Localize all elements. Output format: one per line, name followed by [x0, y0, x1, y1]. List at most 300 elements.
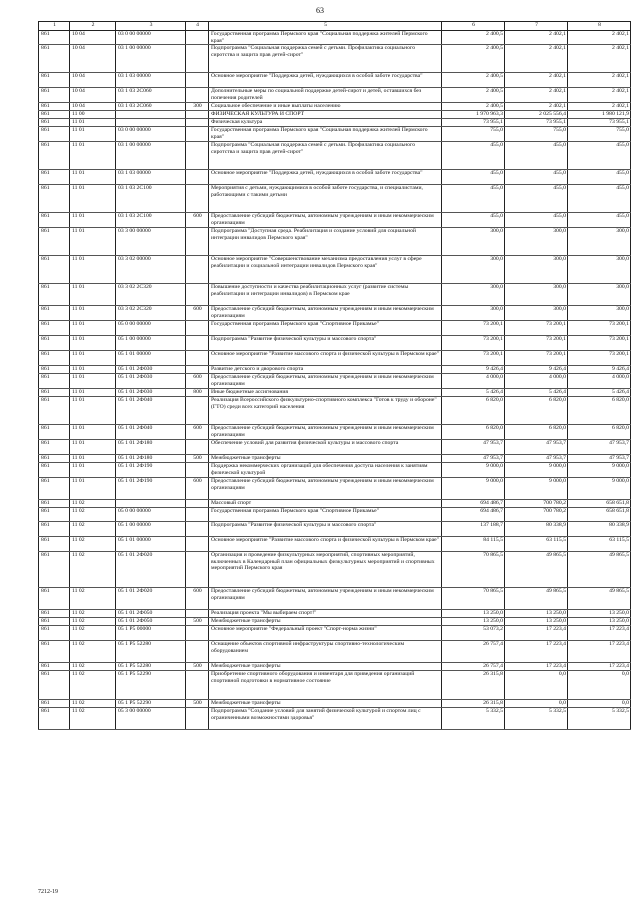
section-code-cell: 10 04 [70, 88, 116, 103]
section-code-cell: 11 01 [70, 454, 116, 462]
target-article-cell: 05 1 P5 52290 [116, 699, 186, 707]
column-number-header: 7 [505, 22, 568, 31]
table-row [39, 103, 631, 111]
amount-col8-cell: 455,0 [568, 184, 631, 212]
item-name-cell: Развитие детского и дворового спорта [209, 365, 442, 373]
section-code-cell: 11 02 [70, 536, 116, 551]
amount-col6-cell: 2 400,5 [442, 88, 505, 103]
amount-col7-cell: 455,0 [505, 212, 568, 227]
table-row [39, 662, 631, 670]
table-row [39, 88, 631, 103]
amount-col8-cell: 47 953,7 [568, 454, 631, 462]
expense-type-cell [186, 551, 209, 587]
amount-col7-cell: 9 000,0 [505, 462, 568, 477]
admin-code-cell: 861 [39, 103, 70, 111]
amount-col8-cell: 2 402,1 [568, 88, 631, 103]
admin-code-cell: 861 [39, 255, 70, 283]
column-number-header: 4 [186, 22, 209, 31]
item-name-cell: Государственная программа Пермского края "Спортивное Прикамье" [209, 320, 442, 335]
amount-col8-cell: 2 402,1 [568, 103, 631, 111]
amount-col7-cell: 73 200,1 [505, 350, 568, 365]
amount-col8-cell: 4 000,0 [568, 373, 631, 388]
table-row [39, 617, 631, 625]
amount-col8-cell: 0,0 [568, 699, 631, 707]
amount-col7-cell: 5 332,5 [505, 707, 568, 729]
amount-col6-cell: 2 400,5 [442, 73, 505, 88]
target-article-cell: 05 1 01 2Ф030 [116, 388, 186, 396]
item-name-cell: Обеспечение условий для развития физической культуры и массового спорта [209, 439, 442, 454]
admin-code-cell: 861 [39, 625, 70, 640]
amount-col7-cell: 4 000,0 [505, 373, 568, 388]
expense-type-cell [186, 227, 209, 255]
target-article-cell: 05 1 01 2Ф180 [116, 454, 186, 462]
table-row [39, 335, 631, 350]
admin-code-cell: 861 [39, 283, 70, 305]
amount-col8-cell: 17 223,4 [568, 625, 631, 640]
section-code-cell: 11 01 [70, 184, 116, 212]
expense-type-cell [186, 283, 209, 305]
item-name-cell: Физическая культура [209, 119, 442, 127]
admin-code-cell: 861 [39, 462, 70, 477]
item-name-cell: Реализация проекта "Мы выбираем спорт!" [209, 609, 442, 617]
column-number-row [39, 22, 631, 31]
target-article-cell: 05 1 00 00000 [116, 521, 186, 536]
target-article-cell: 05 1 P5 52290 [116, 670, 186, 699]
amount-col6-cell: 694 486,7 [442, 499, 505, 507]
table-row [39, 255, 631, 283]
item-name-cell: Подпрограмма "Социальная поддержка семей с детьми. Профилактика социального сиротства и защита прав детей-сирот" [209, 45, 442, 73]
amount-col7-cell: 13 250,0 [505, 609, 568, 617]
table-row [39, 707, 631, 729]
table-row [39, 73, 631, 88]
amount-col6-cell: 1 970 963,3 [442, 111, 505, 119]
section-code-cell: 11 01 [70, 350, 116, 365]
amount-col7-cell: 700 780,2 [505, 507, 568, 521]
admin-code-cell: 861 [39, 499, 70, 507]
section-code-cell: 10 04 [70, 31, 116, 45]
expense-type-cell [186, 350, 209, 365]
admin-code-cell: 861 [39, 31, 70, 45]
item-name-cell: Подпрограмма "Создание условий для занятий физической культурой и спортом лиц с ограниченными возможностями здоровья" [209, 707, 442, 729]
admin-code-cell: 861 [39, 587, 70, 609]
admin-code-cell: 861 [39, 365, 70, 373]
admin-code-cell: 861 [39, 699, 70, 707]
item-name-cell: Повышение доступности и качества реабилитационных услуг (развитие системы реабилитации и интеграции инвалидов) в Пермском крае [209, 283, 442, 305]
amount-col7-cell: 6 820,0 [505, 424, 568, 439]
table-row [39, 169, 631, 184]
item-name-cell: Государственная программа Пермского края "Социальная поддержка жителей Пермского края" [209, 31, 442, 45]
table-row [39, 365, 631, 373]
expense-type-cell [186, 521, 209, 536]
table-row [39, 625, 631, 640]
budget-table-container [38, 21, 630, 730]
admin-code-cell: 861 [39, 424, 70, 439]
section-code-cell: 11 02 [70, 507, 116, 521]
section-code-cell: 11 01 [70, 127, 116, 141]
item-name-cell: Иные бюджетные ассигнования [209, 388, 442, 396]
section-code-cell: 11 02 [70, 707, 116, 729]
amount-col7-cell: 49 865,5 [505, 551, 568, 587]
document-footer-code: 7212-19 [38, 889, 58, 895]
admin-code-cell: 861 [39, 111, 70, 119]
section-code-cell: 11 02 [70, 587, 116, 609]
table-row [39, 587, 631, 609]
table-row [39, 670, 631, 699]
table-row [39, 212, 631, 227]
expense-type-cell [186, 184, 209, 212]
amount-col8-cell: 80 338,9 [568, 521, 631, 536]
amount-col7-cell: 63 115,5 [505, 536, 568, 551]
amount-col7-cell: 6 820,0 [505, 396, 568, 424]
amount-col6-cell: 455,0 [442, 169, 505, 184]
target-article-cell: 05 1 01 2Ф050 [116, 617, 186, 625]
expense-type-cell: 500 [186, 699, 209, 707]
amount-col8-cell: 5 332,5 [568, 707, 631, 729]
amount-col7-cell: 455,0 [505, 141, 568, 169]
target-article-cell: 05 1 01 2Ф190 [116, 477, 186, 499]
target-article-cell: 03 1 03 00000 [116, 169, 186, 184]
item-name-cell: Дополнительные меры по социальной поддержке детей-сирот и детей, оставшихся без попечения родителей [209, 88, 442, 103]
target-article-cell: 03 3 02 00000 [116, 255, 186, 283]
amount-col8-cell: 17 223,4 [568, 640, 631, 662]
expense-type-cell [186, 507, 209, 521]
table-row [39, 499, 631, 507]
amount-col7-cell: 455,0 [505, 184, 568, 212]
target-article-cell: 03 1 03 2C100 [116, 184, 186, 212]
amount-col7-cell: 49 865,5 [505, 587, 568, 609]
amount-col6-cell: 455,0 [442, 141, 505, 169]
section-code-cell: 11 02 [70, 551, 116, 587]
table-row [39, 699, 631, 707]
amount-col7-cell: 300,0 [505, 283, 568, 305]
admin-code-cell: 861 [39, 617, 70, 625]
target-article-cell: 05 1 P5 00000 [116, 625, 186, 640]
item-name-cell: Подпрограмма "Развитие физической культуры и массового спорта" [209, 521, 442, 536]
item-name-cell: Основное мероприятие "Развитие массового спорта и физической культуры в Пермском крае" [209, 350, 442, 365]
amount-col6-cell: 2 400,5 [442, 45, 505, 73]
section-code-cell: 11 02 [70, 640, 116, 662]
amount-col6-cell: 694 486,7 [442, 507, 505, 521]
column-number-header: 5 [209, 22, 442, 31]
expense-type-cell [186, 88, 209, 103]
amount-col8-cell: 9 000,0 [568, 462, 631, 477]
target-article-cell: 05 1 01 2Ф180 [116, 439, 186, 454]
section-code-cell: 11 01 [70, 255, 116, 283]
section-code-cell: 10 04 [70, 103, 116, 111]
expense-type-cell [186, 625, 209, 640]
expense-type-cell [186, 640, 209, 662]
admin-code-cell: 861 [39, 454, 70, 462]
target-article-cell: 03 0 00 00000 [116, 31, 186, 45]
table-row [39, 536, 631, 551]
table-row [39, 305, 631, 320]
expense-type-cell [186, 609, 209, 617]
section-code-cell: 11 01 [70, 305, 116, 320]
amount-col8-cell: 2 402,1 [568, 45, 631, 73]
target-article-cell: 05 1 P5 52280 [116, 662, 186, 670]
column-number-header: 8 [568, 22, 631, 31]
section-code-cell: 11 01 [70, 373, 116, 388]
section-code-cell: 11 01 [70, 283, 116, 305]
expense-type-cell: 600 [186, 373, 209, 388]
item-name-cell: Предоставление субсидий бюджетным, автономным учреждениям и иным некоммерческим организациям [209, 424, 442, 439]
amount-col6-cell: 47 953,7 [442, 439, 505, 454]
item-name-cell: Мероприятия с детьми, нуждающимися в особой заботе государства, и специалистами, работающими с такими детьми [209, 184, 442, 212]
admin-code-cell: 861 [39, 184, 70, 212]
item-name-cell: Государственная программа Пермского края "Социальная поддержка жителей Пермского края" [209, 127, 442, 141]
amount-col7-cell: 17 223,4 [505, 662, 568, 670]
section-code-cell: 11 01 [70, 388, 116, 396]
target-article-cell: 05 1 01 2Ф020 [116, 551, 186, 587]
target-article-cell: 03 1 00 00000 [116, 141, 186, 169]
amount-col6-cell: 84 115,5 [442, 536, 505, 551]
amount-col7-cell: 300,0 [505, 227, 568, 255]
admin-code-cell: 861 [39, 640, 70, 662]
target-article-cell: 05 1 P5 52280 [116, 640, 186, 662]
expense-type-cell [186, 31, 209, 45]
table-row [39, 111, 631, 119]
admin-code-cell: 861 [39, 169, 70, 184]
table-row [39, 373, 631, 388]
expense-type-cell: 600 [186, 212, 209, 227]
amount-col6-cell: 6 820,0 [442, 424, 505, 439]
amount-col8-cell: 300,0 [568, 283, 631, 305]
table-row [39, 283, 631, 305]
item-name-cell: Массовый спорт [209, 499, 442, 507]
target-article-cell: 03 1 00 00000 [116, 45, 186, 73]
table-row [39, 184, 631, 212]
expense-type-cell [186, 45, 209, 73]
target-article-cell [116, 111, 186, 119]
amount-col8-cell: 2 402,1 [568, 31, 631, 45]
section-code-cell: 11 01 [70, 424, 116, 439]
amount-col6-cell: 73 200,1 [442, 335, 505, 350]
item-name-cell: Приобретение спортивного оборудования и инвентаря для приведения организаций спортивной подготовки в нормативное состояние [209, 670, 442, 699]
target-article-cell: 05 1 01 2Ф040 [116, 396, 186, 424]
admin-code-cell: 861 [39, 119, 70, 127]
target-article-cell: 05 1 01 2Ф030 [116, 365, 186, 373]
amount-col6-cell: 73 955,1 [442, 119, 505, 127]
amount-col6-cell: 300,0 [442, 283, 505, 305]
item-name-cell: Межбюджетные трансферты [209, 454, 442, 462]
amount-col6-cell: 73 200,1 [442, 350, 505, 365]
target-article-cell: 05 0 00 00000 [116, 320, 186, 335]
item-name-cell: Организация и проведение физкультурных мероприятий, спортивных мероприятий, включенных в Календарный план официальных физкультурных мероприятий и спортивных мероприятий Пермского края [209, 551, 442, 587]
expense-type-cell [186, 396, 209, 424]
table-row [39, 439, 631, 454]
item-name-cell: Предоставление субсидий бюджетным, автономным учреждениям и иным некоммерческим организациям [209, 212, 442, 227]
amount-col8-cell: 47 953,7 [568, 439, 631, 454]
amount-col6-cell: 5 332,5 [442, 707, 505, 729]
section-code-cell: 11 02 [70, 662, 116, 670]
column-number-header: 2 [70, 22, 116, 31]
amount-col8-cell: 300,0 [568, 305, 631, 320]
amount-col6-cell: 300,0 [442, 255, 505, 283]
target-article-cell: 05 1 01 2Ф050 [116, 609, 186, 617]
amount-col8-cell: 2 402,1 [568, 73, 631, 88]
item-name-cell: Основное мероприятие "Федеральный проект "Спорт-норма жизни" [209, 625, 442, 640]
amount-col7-cell: 17 223,4 [505, 640, 568, 662]
admin-code-cell: 861 [39, 335, 70, 350]
table-row [39, 551, 631, 587]
expense-type-cell: 500 [186, 662, 209, 670]
amount-col6-cell: 73 200,1 [442, 320, 505, 335]
amount-col8-cell: 1 980 121,9 [568, 111, 631, 119]
amount-col6-cell: 2 400,5 [442, 103, 505, 111]
amount-col8-cell: 13 250,0 [568, 617, 631, 625]
expense-type-cell [186, 499, 209, 507]
amount-col7-cell: 700 780,2 [505, 499, 568, 507]
admin-code-cell: 861 [39, 662, 70, 670]
table-row [39, 424, 631, 439]
expense-type-cell [186, 73, 209, 88]
admin-code-cell: 861 [39, 388, 70, 396]
expense-type-cell: 600 [186, 587, 209, 609]
item-name-cell: Межбюджетные трансферты [209, 662, 442, 670]
section-code-cell: 11 02 [70, 521, 116, 536]
item-name-cell: Социальное обеспечение и иные выплаты населению [209, 103, 442, 111]
item-name-cell: Поддержка некоммерческих организаций для обеспечения доступа населения к занятиям физической культурой [209, 462, 442, 477]
target-article-cell: 05 1 00 00000 [116, 335, 186, 350]
amount-col6-cell: 26 315,8 [442, 699, 505, 707]
section-code-cell: 11 01 [70, 320, 116, 335]
expense-type-cell: 600 [186, 424, 209, 439]
item-name-cell: Подпрограмма "Развитие физической культуры и массового спорта" [209, 335, 442, 350]
amount-col6-cell: 9 000,0 [442, 477, 505, 499]
admin-code-cell: 861 [39, 141, 70, 169]
table-row [39, 227, 631, 255]
admin-code-cell: 861 [39, 477, 70, 499]
target-article-cell: 03 1 03 2C060 [116, 88, 186, 103]
target-article-cell: 05 1 01 00000 [116, 536, 186, 551]
table-row [39, 640, 631, 662]
item-name-cell: Межбюджетные трансферты [209, 617, 442, 625]
section-code-cell: 11 01 [70, 141, 116, 169]
section-code-cell: 10 04 [70, 45, 116, 73]
column-number-header: 3 [116, 22, 186, 31]
amount-col7-cell: 5 426,4 [505, 388, 568, 396]
expense-type-cell [186, 111, 209, 119]
expense-type-cell [186, 119, 209, 127]
section-code-cell: 11 01 [70, 439, 116, 454]
target-article-cell [116, 119, 186, 127]
amount-col7-cell: 2 402,1 [505, 31, 568, 45]
budget-table-body [39, 22, 631, 730]
amount-col8-cell: 73 200,1 [568, 320, 631, 335]
section-code-cell: 11 01 [70, 462, 116, 477]
expense-type-cell [186, 365, 209, 373]
target-article-cell: 03 3 02 2C320 [116, 283, 186, 305]
expense-type-cell [186, 141, 209, 169]
amount-col6-cell: 47 953,7 [442, 454, 505, 462]
expense-type-cell [186, 335, 209, 350]
amount-col8-cell: 300,0 [568, 227, 631, 255]
amount-col8-cell: 63 115,5 [568, 536, 631, 551]
table-row [39, 388, 631, 396]
amount-col6-cell: 26 757,4 [442, 662, 505, 670]
admin-code-cell: 861 [39, 521, 70, 536]
amount-col7-cell: 2 025 556,4 [505, 111, 568, 119]
admin-code-cell: 861 [39, 212, 70, 227]
section-code-cell: 11 02 [70, 617, 116, 625]
amount-col6-cell: 13 250,0 [442, 609, 505, 617]
amount-col7-cell: 0,0 [505, 699, 568, 707]
target-article-cell: 05 0 00 00000 [116, 507, 186, 521]
table-row [39, 350, 631, 365]
section-code-cell: 10 04 [70, 73, 116, 88]
item-name-cell: Основное мероприятие "Совершенствование механизма предоставления услуг в сфере реабилитации и социальной интеграции инвалидов Пермского края" [209, 255, 442, 283]
expense-type-cell: 300 [186, 103, 209, 111]
section-code-cell: 11 01 [70, 477, 116, 499]
table-row [39, 454, 631, 462]
admin-code-cell: 861 [39, 88, 70, 103]
item-name-cell: Подпрограмма "Доступная среда. Реабилитация и создание условий для социальной интеграции инвалидов Пермского края" [209, 227, 442, 255]
expense-type-cell: 500 [186, 617, 209, 625]
target-article-cell [116, 499, 186, 507]
item-name-cell: Реализация Всероссийского физкультурно-спортивного комплекса "Готов к труду и обороне" (ГТО) среди всех категорий населения [209, 396, 442, 424]
section-code-cell: 11 01 [70, 396, 116, 424]
amount-col8-cell: 9 426,4 [568, 365, 631, 373]
table-row [39, 462, 631, 477]
target-article-cell: 05 1 01 2Ф040 [116, 424, 186, 439]
item-name-cell: Предоставление субсидий бюджетным, автономным учреждениям и иным некоммерческим организациям [209, 587, 442, 609]
item-name-cell: Предоставление субсидий бюджетным, автономным учреждениям и иным некоммерческим организациям [209, 477, 442, 499]
section-code-cell: 11 02 [70, 609, 116, 617]
target-article-cell: 05 1 01 2Ф190 [116, 462, 186, 477]
target-article-cell: 03 1 03 2C100 [116, 212, 186, 227]
amount-col8-cell: 0,0 [568, 670, 631, 699]
admin-code-cell: 861 [39, 439, 70, 454]
admin-code-cell: 861 [39, 670, 70, 699]
amount-col8-cell: 49 865,5 [568, 551, 631, 587]
amount-col8-cell: 658 651,8 [568, 499, 631, 507]
admin-code-cell: 861 [39, 551, 70, 587]
amount-col7-cell: 73 200,1 [505, 320, 568, 335]
amount-col8-cell: 455,0 [568, 212, 631, 227]
amount-col8-cell: 49 865,5 [568, 587, 631, 609]
section-code-cell: 11 01 [70, 365, 116, 373]
amount-col8-cell: 300,0 [568, 255, 631, 283]
section-code-cell: 11 02 [70, 499, 116, 507]
target-article-cell: 05 3 00 00000 [116, 707, 186, 729]
item-name-cell: ФИЗИЧЕСКАЯ КУЛЬТУРА И СПОРТ [209, 111, 442, 119]
amount-col8-cell: 73 200,1 [568, 335, 631, 350]
admin-code-cell: 861 [39, 45, 70, 73]
amount-col8-cell: 13 250,0 [568, 609, 631, 617]
item-name-cell: Межбюджетные трансферты [209, 699, 442, 707]
section-code-cell: 11 00 [70, 111, 116, 119]
admin-code-cell: 861 [39, 73, 70, 88]
amount-col8-cell: 5 426,4 [568, 388, 631, 396]
admin-code-cell: 861 [39, 507, 70, 521]
amount-col8-cell: 6 820,0 [568, 424, 631, 439]
expense-type-cell [186, 169, 209, 184]
section-code-cell: 11 02 [70, 625, 116, 640]
target-article-cell: 05 1 01 2Ф030 [116, 373, 186, 388]
amount-col7-cell: 80 338,9 [505, 521, 568, 536]
amount-col8-cell: 17 223,4 [568, 662, 631, 670]
amount-col8-cell: 455,0 [568, 169, 631, 184]
amount-col7-cell: 2 402,1 [505, 88, 568, 103]
expense-type-cell [186, 127, 209, 141]
item-name-cell: Оснащение объектов спортивной инфраструктуры спортивно-технологическим оборудованием [209, 640, 442, 662]
amount-col6-cell: 455,0 [442, 184, 505, 212]
item-name-cell: Основное мероприятие "Поддержка детей, нуждающихся в особой заботе государства" [209, 73, 442, 88]
amount-col7-cell: 47 953,7 [505, 454, 568, 462]
amount-col7-cell: 9 000,0 [505, 477, 568, 499]
amount-col6-cell: 2 400,5 [442, 31, 505, 45]
admin-code-cell: 861 [39, 320, 70, 335]
